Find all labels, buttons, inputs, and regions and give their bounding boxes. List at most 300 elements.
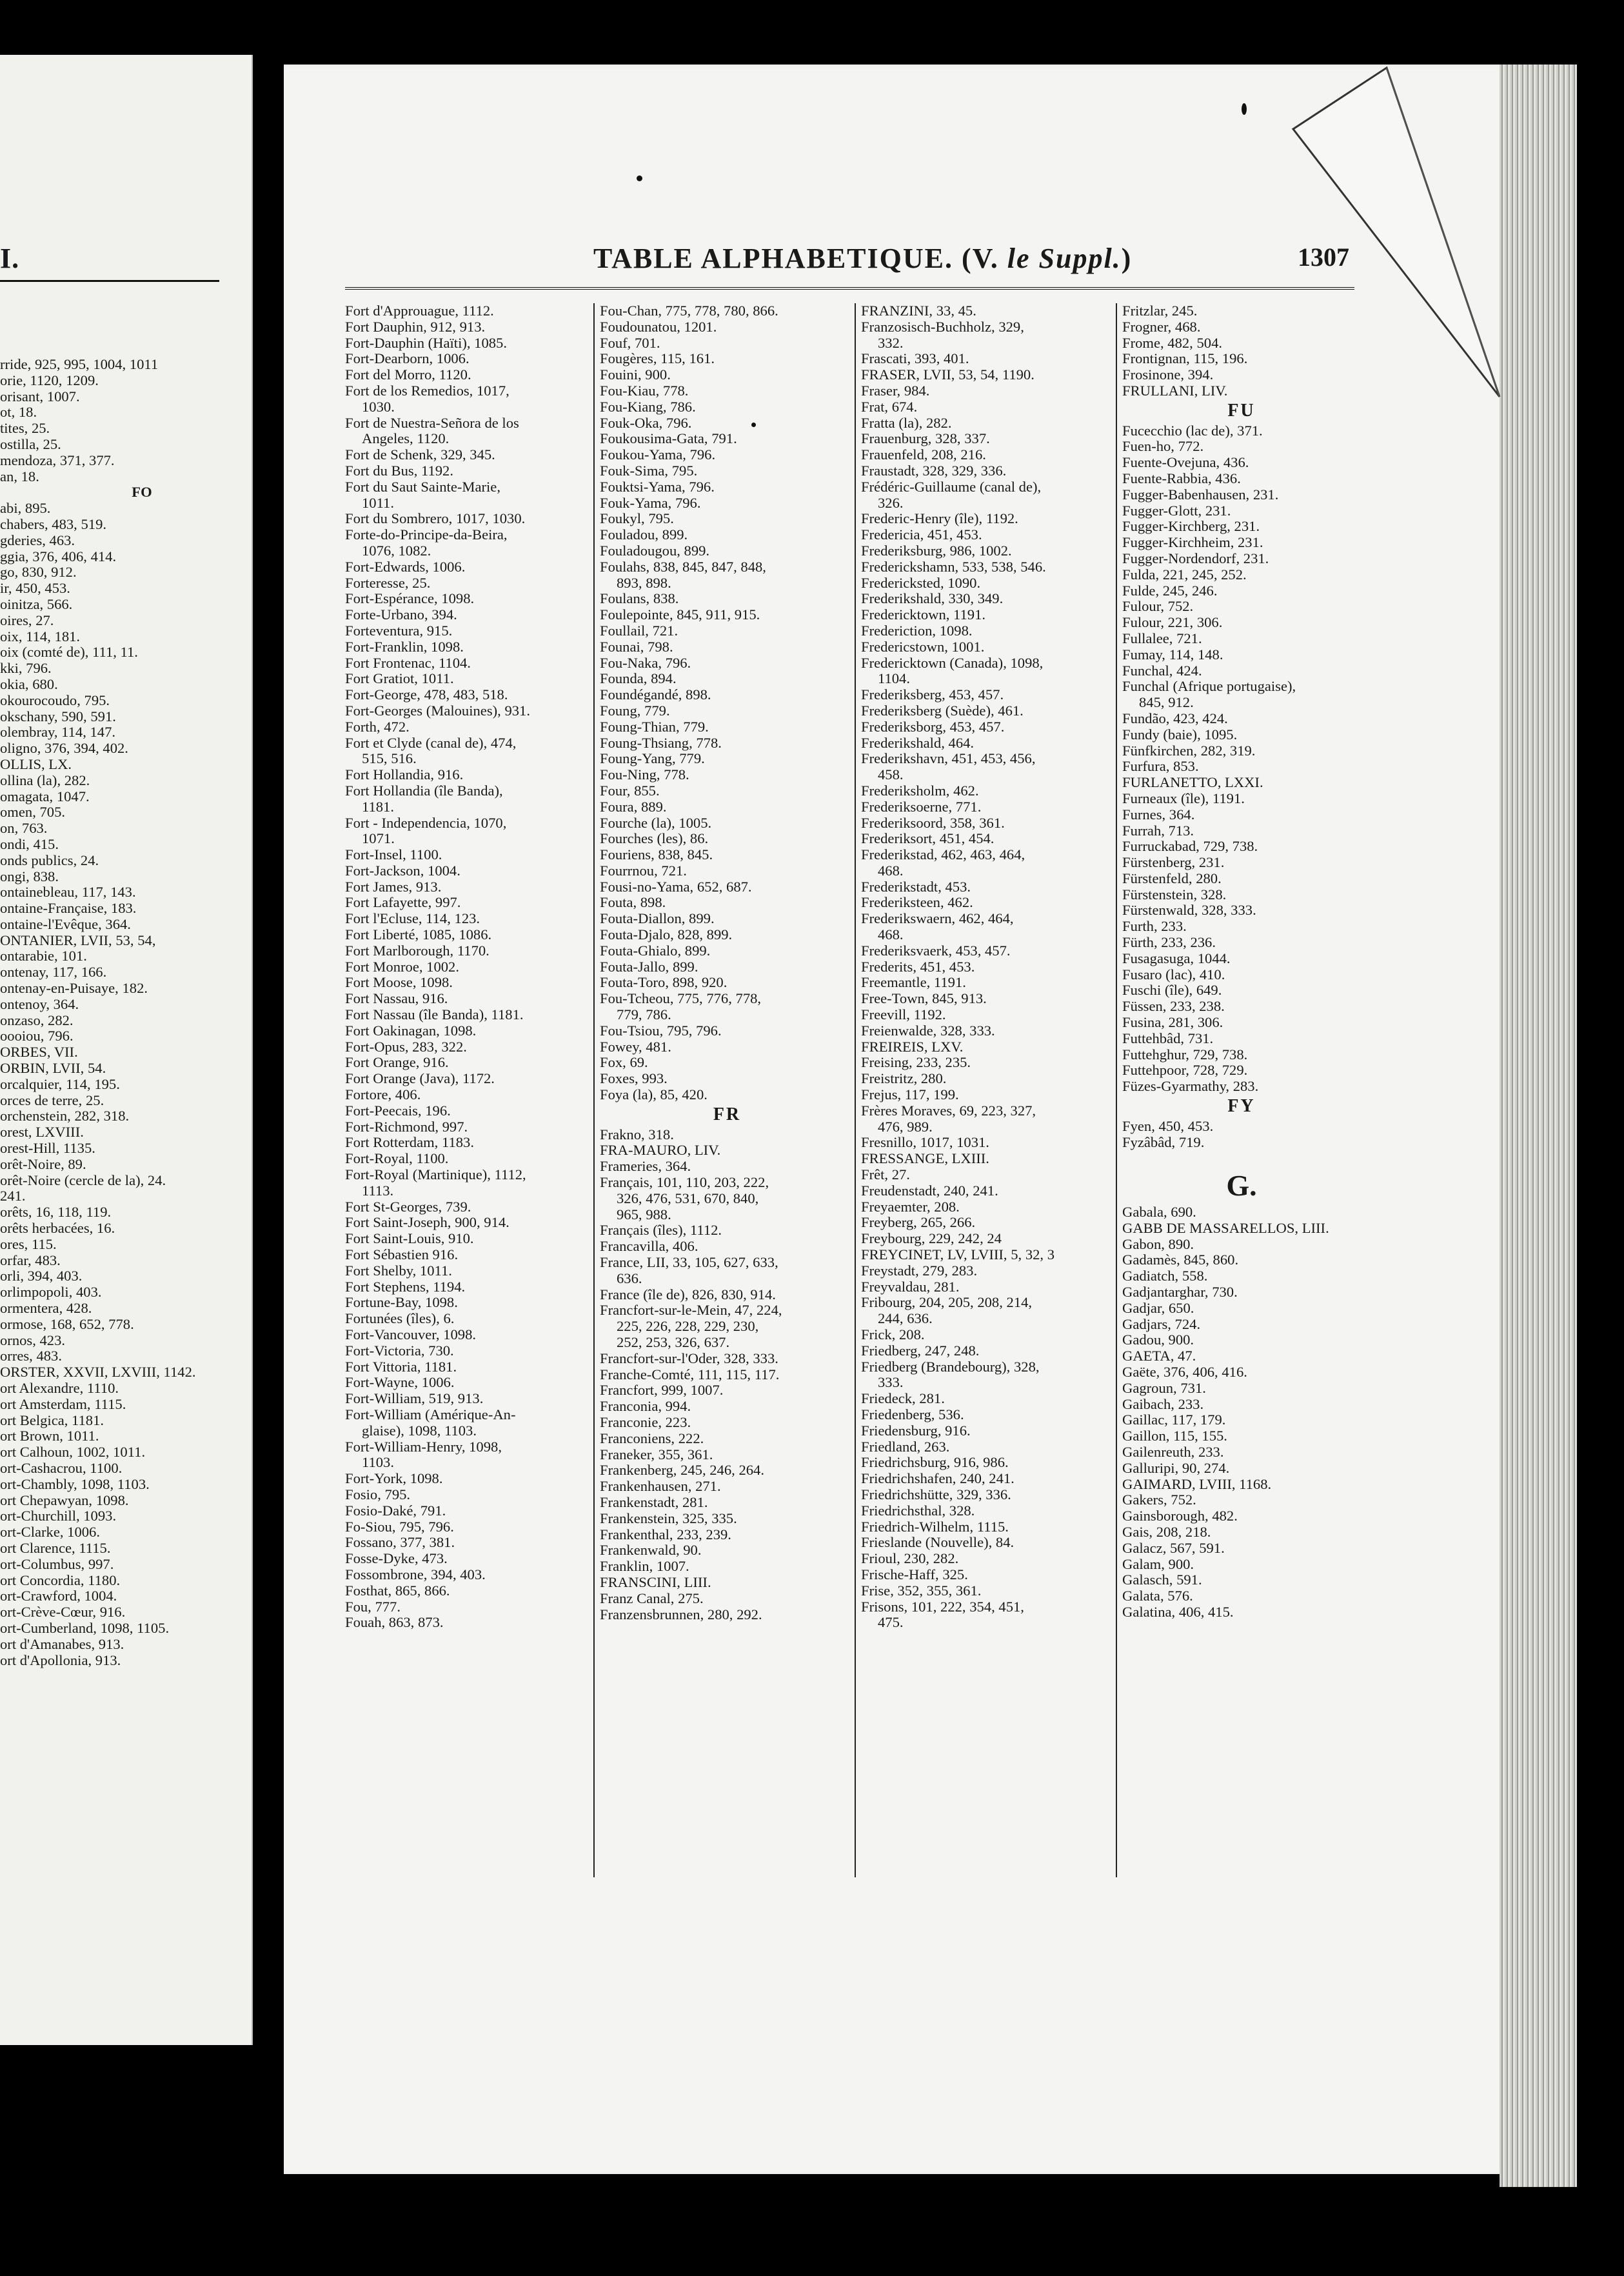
index-entry: Futtehbâd, 731.: [1122, 1030, 1214, 1046]
index-entry: Furnes, 364.: [1122, 806, 1195, 823]
left-page-entry: orres, 483.: [0, 1348, 63, 1364]
index-entry: Fou, 777.: [345, 1599, 401, 1615]
index-entry: Fraser, 984.: [861, 383, 930, 399]
left-page-entry: ornos, 423.: [0, 1332, 66, 1348]
index-entry-continuation: 244, 636.: [878, 1311, 933, 1327]
index-entry: Frederiksort, 451, 454.: [861, 831, 995, 847]
left-page-entry: kki, 796.: [0, 661, 52, 677]
index-entry: Fuschi (île), 649.: [1122, 983, 1222, 999]
index-entry: FRANSCINI, LIII.: [600, 1574, 711, 1590]
index-entry: Friedrich-Wilhelm, 1115.: [861, 1519, 1009, 1535]
index-entry: Friedberg, 247, 248.: [861, 1343, 980, 1359]
index-entry: Fort Saint-Louis, 910.: [345, 1231, 474, 1247]
index-entry: Fortore, 406.: [345, 1087, 421, 1103]
index-entry: Furneaux (île), 1191.: [1122, 790, 1245, 806]
index-entry: Fort du Bus, 1192.: [345, 463, 454, 479]
index-entry: Gakers, 752.: [1122, 1492, 1196, 1508]
left-page-entry: okschany, 590, 591.: [0, 708, 116, 724]
index-entry: Fundão, 423, 424.: [1122, 710, 1228, 726]
index-entry: Fort Moose, 1098.: [345, 975, 453, 991]
left-page-entry: omen, 705.: [0, 804, 66, 821]
index-entry: Frankenwald, 90.: [600, 1542, 702, 1559]
index-entry: Fürstenfeld, 280.: [1122, 870, 1222, 886]
index-entry-continuation: 1076, 1082.: [362, 543, 431, 559]
left-page-entry: ontaine-Française, 183.: [0, 901, 137, 917]
index-entry-continuation: 1011.: [362, 495, 394, 511]
left-page-entry: orchenstein, 282, 318.: [0, 1108, 130, 1124]
index-entry: Fort-Peecais, 196.: [345, 1103, 451, 1119]
index-entry: FREIREIS, LXV.: [861, 1039, 964, 1055]
dust-speck: [637, 175, 642, 181]
left-page-entry: ort Clarence, 1115.: [0, 1540, 111, 1556]
index-entry: Furrah, 713.: [1122, 823, 1194, 839]
index-entry: Fouini, 900.: [600, 367, 671, 383]
index-entry: Français, 101, 110, 203, 222,: [600, 1175, 769, 1191]
index-entry-continuation: 252, 253, 326, 637.: [617, 1335, 730, 1350]
index-entry: Furfura, 853.: [1122, 759, 1199, 775]
index-entry: Fort St-Georges, 739.: [345, 1199, 471, 1215]
index-entry: Fort Hollandia, 916.: [345, 767, 464, 783]
index-entry: Fyen, 450, 453.: [1122, 1118, 1214, 1134]
index-entry: Fort d'Approuague, 1112.: [345, 303, 494, 319]
index-entry-continuation: Angeles, 1120.: [362, 431, 450, 447]
title-main: TABLE ALPHABETIQUE. (V.: [593, 243, 999, 274]
index-entry: Fort James, 913.: [345, 879, 442, 895]
dust-speck: [1242, 103, 1247, 115]
index-entry: Foukousima-Gata, 791.: [600, 431, 737, 447]
index-entry: Fort-Insel, 1100.: [345, 847, 442, 863]
section-heading: FR: [713, 1104, 742, 1124]
index-entry: Fusaro (lac), 410.: [1122, 966, 1225, 983]
left-page-entry: ort-Cumberland, 1098, 1105.: [0, 1620, 170, 1636]
index-entry: Fritzlar, 245.: [1122, 303, 1198, 319]
index-entry: Frederic-Henry (île), 1192.: [861, 511, 1018, 527]
index-entry: Frederiksholm, 462.: [861, 783, 979, 799]
left-page-entry: on, 763.: [0, 821, 48, 837]
index-entry: Friedrichsburg, 916, 986.: [861, 1455, 1009, 1471]
left-page-entry: orêt-Noire (cercle de la), 24.: [0, 1172, 166, 1188]
index-entry: Fort Orange, 916.: [345, 1055, 449, 1071]
index-entry: Fort Nassau, 916.: [345, 991, 448, 1007]
left-page-entry: onzaso, 282.: [0, 1012, 74, 1028]
left-page-entry: orcalquier, 114, 195.: [0, 1076, 120, 1092]
left-page-entry: oix (comté de), 111, 11.: [0, 644, 138, 661]
left-page-entry: ontainebleau, 117, 143.: [0, 884, 136, 901]
index-entry-continuation: 468.: [878, 927, 904, 943]
left-page-entry: ontenoy, 364.: [0, 996, 79, 1012]
left-page-entry: ondi, 415.: [0, 836, 59, 852]
index-entry: Fort-Dearborn, 1006.: [345, 351, 470, 367]
index-entry: Fort-Edwards, 1006.: [345, 559, 466, 575]
index-entry: Frederits, 451, 453.: [861, 959, 975, 975]
index-entry: FRULLANI, LIV.: [1122, 383, 1228, 399]
index-entry: Fou-Kiau, 778.: [600, 383, 689, 399]
index-entry: Frankenstein, 325, 335.: [600, 1510, 737, 1526]
page-header: [345, 242, 1354, 290]
left-page-entry: ORBIN, LVII, 54.: [0, 1061, 106, 1077]
left-page-entry: ort Brown, 1011.: [0, 1428, 99, 1444]
left-page-entry: mendoza, 371, 377.: [0, 452, 115, 468]
left-page-entry: ort Calhoun, 1002, 1011.: [0, 1444, 146, 1461]
index-entry: Fortunées (îles), 6.: [345, 1311, 455, 1327]
index-entry: Fouah, 863, 873.: [345, 1615, 444, 1631]
left-page-entry: ort d'Apollonia, 913.: [0, 1652, 121, 1668]
index-entry: Fusagasuga, 1044.: [1122, 950, 1231, 966]
index-entry: Fougères, 115, 161.: [600, 351, 715, 367]
index-entry: Frederikshald, 464.: [861, 735, 975, 751]
index-entry: Frederiksberg, 453, 457.: [861, 687, 1004, 703]
index-entry: Frederikshald, 330, 349.: [861, 591, 1004, 607]
left-page-entry: orest-Hill, 1135.: [0, 1141, 95, 1157]
index-entry: Foukyl, 795.: [600, 511, 674, 527]
left-page-entry: 241.: [0, 1188, 26, 1204]
index-entry: Fort-York, 1098.: [345, 1471, 443, 1487]
left-page-entry: ORSTER, XXVII, LXVIII, 1142.: [0, 1364, 196, 1381]
index-entry: Fouktsi-Yama, 796.: [600, 479, 715, 495]
index-entry: Gadou, 900.: [1122, 1332, 1194, 1348]
index-entry-continuation: 515, 516.: [362, 751, 417, 767]
index-entry: Fugger-Kirchheim, 231.: [1122, 535, 1263, 551]
left-page-entry: ort Alexandre, 1110.: [0, 1381, 119, 1396]
index-entry: Fuente-Ovejuna, 436.: [1122, 455, 1249, 471]
index-entry: Foullail, 721.: [600, 623, 678, 639]
index-entry: Forteresse, 25.: [345, 575, 431, 591]
left-page-entry: onds publics, 24.: [0, 852, 99, 868]
index-entry: Frederickshamn, 533, 538, 546.: [861, 559, 1046, 575]
index-column-3: [855, 303, 1116, 1877]
index-entry: Gadjars, 724.: [1122, 1316, 1201, 1332]
index-entry: Foung-Thian, 779.: [600, 719, 709, 735]
index-entry: Fort Stephens, 1194.: [345, 1279, 466, 1295]
index-entry: Friedeck, 281.: [861, 1391, 945, 1407]
left-page-entry: orces de terre, 25.: [0, 1092, 104, 1108]
index-entry: Fossombrone, 394, 403.: [345, 1566, 486, 1582]
left-page-entry: ort d'Amanabes, 913.: [0, 1636, 124, 1652]
index-entry: Gagroun, 731.: [1122, 1380, 1206, 1396]
index-entry: Gaibach, 233.: [1122, 1396, 1204, 1412]
index-entry: Fünfkirchen, 282, 319.: [1122, 743, 1256, 759]
index-entry-continuation: 475.: [878, 1615, 904, 1631]
index-entry: Fort Orange (Java), 1172.: [345, 1071, 495, 1087]
index-entry: Fort-Royal, 1100.: [345, 1151, 449, 1167]
index-entry-continuation: 1030.: [362, 399, 395, 415]
index-entry: Francavilla, 406.: [600, 1239, 698, 1255]
index-entry: Fürstenwald, 328, 333.: [1122, 903, 1256, 919]
index-entry: Fossano, 377, 381.: [345, 1535, 455, 1551]
index-entry: Fouta, 898.: [600, 895, 666, 911]
index-entry: Frederiction, 1098.: [861, 623, 973, 639]
index-entry: Foura, 889.: [600, 799, 667, 815]
index-entry: Fort-Dauphin (Haïti), 1085.: [345, 335, 508, 351]
left-page-entry: oinitza, 566.: [0, 596, 73, 612]
letter-heading: G.: [1226, 1169, 1257, 1203]
index-entry: Forte-do-Principe-da-Beira,: [345, 527, 508, 543]
index-entry: Fou-Tsiou, 795, 796.: [600, 1023, 722, 1039]
index-entry: Futtehghur, 729, 738.: [1122, 1046, 1248, 1063]
index-entry: Fugger-Glott, 231.: [1122, 503, 1231, 519]
index-entry: Franklin, 1007.: [600, 1559, 689, 1575]
index-entry: Fort du Sombrero, 1017, 1030.: [345, 511, 526, 527]
index-entry: Frontignan, 115, 196.: [1122, 351, 1248, 367]
index-entry: Fou-Tcheou, 775, 776, 778,: [600, 991, 762, 1007]
index-entry: Frêt, 27.: [861, 1167, 910, 1183]
left-page-entry: ollina (la), 282.: [0, 772, 90, 788]
index-entry: Foung-Thsiang, 778.: [600, 735, 722, 751]
left-page-entry: gderies, 463.: [0, 532, 75, 548]
index-entry: Fort-Royal (Martinique), 1112,: [345, 1167, 526, 1183]
index-entry: Fosio, 795.: [345, 1486, 411, 1502]
left-page-entry: orlimpopoli, 403.: [0, 1284, 102, 1301]
left-page-entry: ort-Crawford, 1004.: [0, 1588, 117, 1604]
index-entry: Fourrnou, 721.: [600, 863, 687, 879]
left-page-entry: go, 830, 912.: [0, 564, 77, 581]
index-entry: Frankenberg, 245, 246, 264.: [600, 1462, 764, 1479]
index-entry: Frederiksoord, 358, 361.: [861, 815, 1005, 831]
index-entry: Frauenburg, 328, 337.: [861, 431, 990, 447]
spacer: [1122, 1150, 1361, 1166]
section-heading: FU: [1227, 400, 1256, 421]
index-entry: Fowey, 481.: [600, 1039, 671, 1055]
left-page-entry: okourocoudo, 795.: [0, 692, 110, 708]
index-entry: Frankenthal, 233, 239.: [600, 1526, 731, 1542]
index-entry: GAIMARD, LVIII, 1168.: [1122, 1476, 1272, 1492]
index-entry: Fulour, 752.: [1122, 599, 1194, 615]
index-entry: Francfort, 999, 1007.: [600, 1383, 724, 1399]
left-page-entry: ort Amsterdam, 1115.: [0, 1396, 126, 1412]
index-entry: Fredericksted, 1090.: [861, 575, 981, 591]
page-edge-stack: [1500, 65, 1577, 2187]
index-entry: Fort de Schenk, 329, 345.: [345, 447, 495, 463]
index-entry: Franz Canal, 275.: [600, 1590, 704, 1606]
left-page-header-fragment: I.: [0, 242, 219, 282]
left-page-entry: oligno, 376, 394, 402.: [0, 741, 128, 757]
left-page-entry: ORBES, VII.: [0, 1044, 78, 1061]
index-entry: Fort Oakinagan, 1098.: [345, 1023, 477, 1039]
index-entry-continuation: 1104.: [878, 671, 910, 687]
index-entry: Fortune-Bay, 1098.: [345, 1295, 458, 1311]
index-entry: Fosio-Daké, 791.: [345, 1502, 446, 1519]
left-page-entry: ontarabie, 101.: [0, 948, 87, 964]
index-entry: Fuen-ho, 772.: [1122, 439, 1204, 455]
index-entry: Fort Hollandia (île Banda),: [345, 783, 503, 799]
index-entry: Fort de Nuestra-Señora de los: [345, 415, 519, 431]
index-entry: Frederikstad, 462, 463, 464,: [861, 847, 1025, 863]
index-entry: Foundégandé, 898.: [600, 687, 711, 703]
index-entry: Frederiksvaerk, 453, 457.: [861, 943, 1011, 959]
index-entry: Fort Rotterdam, 1183.: [345, 1135, 474, 1151]
index-entry: Foulans, 838.: [600, 591, 679, 607]
index-entry: Fort-Franklin, 1098.: [345, 639, 464, 655]
index-entry: Freystadt, 279, 283.: [861, 1263, 978, 1279]
index-entry: Fort Nassau (île Banda), 1181.: [345, 1007, 524, 1023]
index-entry: Four, 855.: [600, 783, 660, 799]
index-entry: Forth, 472.: [345, 719, 410, 735]
left-page-entry: ir, 450, 453.: [0, 581, 70, 597]
index-entry: GABB DE MASSARELLOS, LIII.: [1122, 1220, 1329, 1236]
index-entry: Frioul, 230, 282.: [861, 1551, 959, 1567]
index-entry: Friedrichshafen, 240, 241.: [861, 1471, 1015, 1487]
index-entry: Fort-Victoria, 730.: [345, 1343, 454, 1359]
index-entry: Fouta-Ghialo, 899.: [600, 943, 711, 959]
index-entry: Gainsborough, 482.: [1122, 1508, 1238, 1524]
left-page-entry: ontenay-en-Puisaye, 182.: [0, 981, 148, 997]
index-entry: Frejus, 117, 199.: [861, 1087, 959, 1103]
index-entry: Franeker, 355, 361.: [600, 1446, 713, 1462]
index-entry: Fort Lafayette, 997.: [345, 895, 461, 911]
index-entry: Fraustadt, 328, 329, 336.: [861, 463, 1007, 479]
index-entry: Gadiatch, 558.: [1122, 1268, 1208, 1284]
index-entry-continuation: 1103.: [362, 1455, 394, 1471]
index-entry: Gailenreuth, 233.: [1122, 1444, 1224, 1460]
index-entry: Freyaemter, 208.: [861, 1199, 960, 1215]
index-entry: Fouta-Toro, 898, 920.: [600, 975, 728, 991]
left-page-entry: orfar, 483.: [0, 1252, 61, 1268]
left-page-entry: orest, LXVIII.: [0, 1124, 84, 1141]
index-entry: Friedberg (Brandebourg), 328,: [861, 1359, 1040, 1375]
page-title: [593, 242, 1132, 275]
left-page-index-column: [0, 357, 232, 1668]
index-entry: Friedenberg, 536.: [861, 1406, 964, 1422]
left-page-entry: FO: [132, 484, 152, 501]
index-entry: Franzosisch-Buchholz, 329,: [861, 319, 1024, 335]
index-entry: Galatina, 406, 415.: [1122, 1604, 1234, 1620]
index-entry: Fort-William (Amérique-An-: [345, 1406, 516, 1422]
index-entry: Fundy (baie), 1095.: [1122, 726, 1238, 743]
index-entry: Fugger-Babenhausen, 231.: [1122, 486, 1279, 503]
index-entry: Gais, 208, 218.: [1122, 1524, 1211, 1540]
index-entry: Gadjantarghar, 730.: [1122, 1284, 1238, 1301]
index-entry: Friedensburg, 916.: [861, 1422, 971, 1439]
index-entry: Fort-William, 519, 913.: [345, 1391, 484, 1407]
index-entry: Fürstenstein, 328.: [1122, 886, 1227, 903]
index-entry: Fyzâbâd, 719.: [1122, 1134, 1205, 1150]
index-entry: Fousi-no-Yama, 652, 687.: [600, 879, 752, 895]
index-column-1: [345, 303, 590, 1877]
index-entry: Frakno, 318.: [600, 1126, 674, 1143]
index-entry: Fort Frontenac, 1104.: [345, 655, 471, 671]
index-entry: FRANZINI, 33, 45.: [861, 303, 976, 319]
index-entry: Freemantle, 1191.: [861, 975, 966, 991]
index-entry: Fort Vittoria, 1181.: [345, 1359, 457, 1375]
index-entry: Gabala, 690.: [1122, 1204, 1196, 1221]
left-page-entry: ort-Clarke, 1006.: [0, 1524, 100, 1541]
index-entry: Francfort-sur-l'Oder, 328, 333.: [600, 1350, 778, 1366]
index-entry: Fürth, 233, 236.: [1122, 935, 1216, 951]
index-entry: Fort Monroe, 1002.: [345, 959, 459, 975]
index-entry: Füssen, 233, 238.: [1122, 999, 1225, 1015]
index-entry: Fort Gratiot, 1011.: [345, 671, 454, 687]
index-entry-continuation: 636.: [617, 1270, 642, 1286]
index-entry-continuation: 1181.: [362, 799, 394, 815]
index-entry: Frome, 482, 504.: [1122, 335, 1223, 351]
index-entry: France, LII, 33, 105, 627, 633,: [600, 1255, 778, 1271]
index-entry-continuation: 468.: [878, 863, 904, 879]
index-entry: Fredericktown, 1191.: [861, 607, 986, 623]
index-entry: Frederiksborg, 453, 457.: [861, 719, 1005, 735]
index-entry: Fort et Clyde (canal de), 474,: [345, 735, 517, 751]
index-entry: Foxes, 993.: [600, 1071, 668, 1087]
index-entry: Fribourg, 204, 205, 208, 214,: [861, 1295, 1033, 1311]
left-page-entry: rride, 925, 995, 1004, 1011: [0, 357, 159, 372]
index-entry: Francfort-sur-le-Mein, 47, 224,: [600, 1303, 782, 1319]
index-entry: Free-Town, 845, 913.: [861, 991, 987, 1007]
index-entry: Fort-Vancouver, 1098.: [345, 1327, 477, 1343]
index-entry: Fredericktown (Canada), 1098,: [861, 655, 1044, 671]
index-entry: Frederiksburg, 986, 1002.: [861, 543, 1012, 559]
left-page-entry: oooiou, 796.: [0, 1028, 74, 1044]
left-page-entry: ostilla, 25.: [0, 436, 61, 452]
index-entry: Fort Marlborough, 1170.: [345, 943, 490, 959]
left-page-entry: omagata, 1047.: [0, 788, 90, 804]
index-entry: Fugger-Nordendorf, 231.: [1122, 550, 1269, 566]
index-entry: Friedrichsthal, 328.: [861, 1502, 975, 1519]
left-page-entry: orêt-Noire, 89.: [0, 1156, 86, 1172]
index-entry: Frauenfeld, 208, 216.: [861, 447, 986, 463]
dust-speck: [751, 423, 756, 427]
left-page-entry: ort Chepawyan, 1098.: [0, 1492, 129, 1508]
index-entry: Funchal, 424.: [1122, 663, 1202, 679]
index-entry: Fulour, 221, 306.: [1122, 615, 1223, 631]
index-entry: Freising, 233, 235.: [861, 1055, 971, 1071]
index-entry: Foudounatou, 1201.: [600, 319, 717, 335]
left-page-entry: OLLIS, LX.: [0, 756, 72, 772]
index-entry: Fouriens, 838, 845.: [600, 847, 713, 863]
page-number: 1307: [1298, 243, 1349, 272]
index-entry: Frisons, 101, 222, 354, 451,: [861, 1599, 1024, 1615]
index-entry: FRESSANGE, LXIII.: [861, 1151, 989, 1167]
left-page-entry: abi, 895.: [0, 501, 51, 517]
index-entry-continuation: 845, 912.: [1139, 695, 1194, 711]
index-entry: Fort-Richmond, 997.: [345, 1119, 468, 1135]
index-entry: Galata, 576.: [1122, 1588, 1193, 1604]
index-entry: Fort-William-Henry, 1098,: [345, 1439, 502, 1455]
index-entry: Frat, 674.: [861, 399, 918, 415]
index-entry: Frise, 352, 355, 361.: [861, 1582, 982, 1599]
index-entry: Frick, 208.: [861, 1327, 925, 1343]
index-entry-continuation: 225, 226, 228, 229, 230,: [617, 1319, 759, 1335]
left-page-entry: orli, 394, 403.: [0, 1268, 83, 1284]
index-entry-continuation: 965, 988.: [617, 1206, 671, 1223]
index-entry: Gadamès, 845, 860.: [1122, 1252, 1239, 1268]
index-entry-continuation: 779, 786.: [617, 1007, 671, 1023]
index-entry: Füzes-Gyarmathy, 283.: [1122, 1079, 1259, 1095]
index-entry: Franconie, 223.: [600, 1414, 691, 1430]
index-entry: Galluripi, 90, 274.: [1122, 1460, 1230, 1476]
left-page-entry: ormentera, 428.: [0, 1301, 92, 1317]
index-entry: Frédéric-Guillaume (canal de),: [861, 479, 1042, 495]
index-entry: Fucecchio (lac de), 371.: [1122, 423, 1263, 439]
index-entry: Foulepointe, 845, 911, 915.: [600, 607, 760, 623]
index-entry: Foukou-Yama, 796.: [600, 447, 716, 463]
index-entry: Fort Shelby, 1011.: [345, 1263, 452, 1279]
left-page-entry: ONTANIER, LVII, 53, 54,: [0, 932, 156, 948]
index-entry: Fort Sébastien 916.: [345, 1247, 459, 1263]
index-entry: Gadjar, 650.: [1122, 1300, 1194, 1316]
left-facing-page: [0, 55, 253, 2045]
index-entry: Foung-Yang, 779.: [600, 751, 705, 767]
left-page-entry: ontaine-l'Evêque, 364.: [0, 916, 131, 932]
index-entry: Fou-Chan, 775, 778, 780, 866.: [600, 303, 778, 319]
index-entry: Foulahs, 838, 845, 847, 848,: [600, 559, 766, 575]
index-entry: Frische-Haff, 325.: [861, 1566, 968, 1582]
index-entry: Furth, 233.: [1122, 919, 1187, 935]
index-entry: Fratta (la), 282.: [861, 415, 952, 431]
index-entry: Fürstenberg, 231.: [1122, 855, 1225, 871]
index-entry: Fouta-Jallo, 899.: [600, 959, 698, 975]
title-end: ): [1121, 243, 1133, 274]
index-entry-continuation: 458.: [878, 767, 904, 783]
index-entry: Fosse-Dyke, 473.: [345, 1551, 448, 1567]
